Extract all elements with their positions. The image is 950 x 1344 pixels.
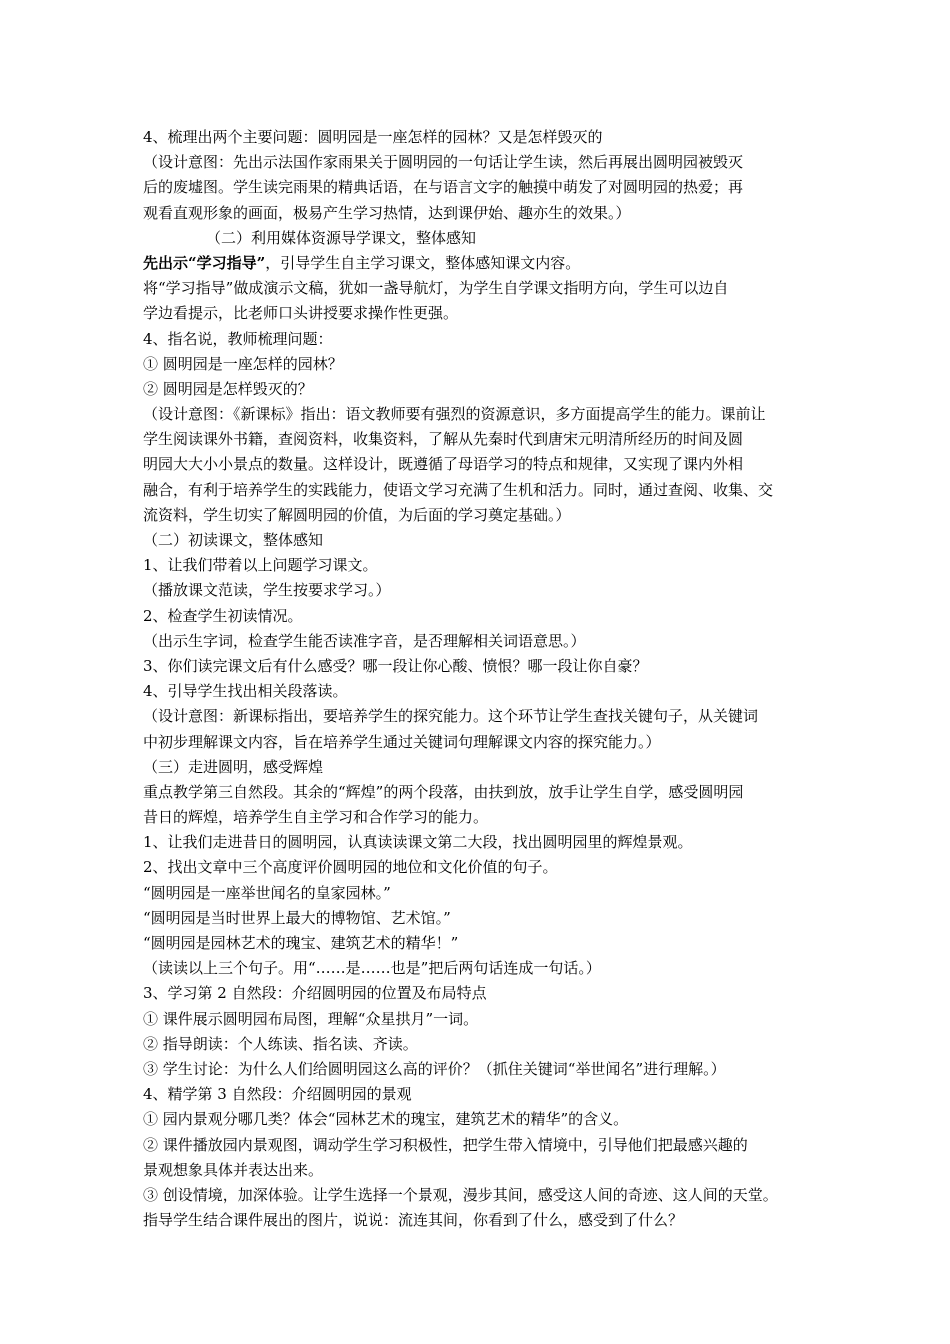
text-line-16: 流资料，学生切实了解圆明园的价值，为后面的学习奠定基础。） (143, 505, 571, 524)
text-line-36: ① 课件展示圆明园布局图，理解“众星拱月”一词。 (143, 1009, 479, 1028)
text-line-24: （设计意图：新课标指出，要培养学生的探究能力。这个环节让学生查找关键句子，从关键词 (143, 707, 759, 726)
text-line-23: 4、引导学生找出相关段落读。 (143, 682, 348, 701)
text-line-34: （读读以上三个句子。用“……是……也是”把后两句话连成一句话。） (143, 959, 601, 978)
text-line-28: 昔日的辉煌，培养学生自主学习和合作学习的能力。 (143, 808, 489, 827)
text-line-13: 学生阅读课外书籍，查阅资料，收集资料，了解从先秦时代到唐宋元明清所经历的时间及圆 (143, 430, 744, 449)
text-line-35: 3、学习第 2 自然段：介绍圆明园的位置及布局特点 (143, 984, 487, 1003)
text-line-10: ① 圆明园是一座怎样的园林？ (143, 354, 343, 373)
text-line-2: （设计意图：先出示法国作家雨果关于圆明园的一句话让学生读，然后再展出圆明园被毁灭 (143, 153, 744, 172)
text-line-42: 景观想象具体并表达出来。 (143, 1160, 324, 1179)
text-line-6 (143, 251, 823, 276)
text-line-29: 1、让我们走进昔日的圆明园，认真读读课文第二大段，找出圆明园里的辉煌景观。 (143, 833, 693, 852)
text-line-3: 后的废墟图。学生读完雨果的精典话语，在与语言文字的触摸中萌发了对圆明园的热爱；再 (143, 178, 744, 197)
text-line-7: 将“学习指导”做成演示文稿，犹如一盏导航灯，为学生自学课文指明方向，学生可以边自 (143, 279, 729, 298)
text-line-15: 融合，有利于培养学生的实践能力，使语文学习充满了生机和活力。同时，通过查阅、收集、交 (143, 480, 774, 499)
section-heading-first-reading: （二）初读课文，整体感知 (143, 531, 324, 549)
text-line-20: 2、检查学生初读情况。 (143, 606, 303, 625)
text-line-38: ③ 学生讨论：为什么人们给圆明园这么高的评价？（抓住关键词“举世闻名”进行理解。） (143, 1059, 726, 1078)
text-line-41: ② 课件播放园内景观图，调动学生学习积极性，把学生带入情境中，引导他们把最感兴趣的 (143, 1135, 748, 1154)
text-line-43: ③ 创设情境，加深体验。让学生选择一个景观，漫步其间，感受这人间的奇迹、这人间的天堂。 (143, 1185, 778, 1204)
text-line-44: 指导学生结合课件展出的图片，说说：流连其间，你看到了什么，感受到了什么？ (143, 1211, 684, 1230)
text-line-37: ② 指导朗读：个人练读、指名读、齐读。 (143, 1034, 418, 1053)
text-line-18: 1、让我们带着以上问题学习课文。 (143, 556, 378, 575)
text-line-1: 4、梳理出两个主要问题：圆明园是一座怎样的园林？又是怎样毁灭的 (143, 128, 603, 146)
text-line-25: 中初步理解课文内容，旨在培养学生通过关键词句理解课文内容的探究能力。） (143, 732, 661, 751)
lead-continuation: ，引导学生自主学习课文，整体感知课文内容。 (265, 253, 581, 272)
text-line-21: （出示生字词，检查学生能否读准字音，是否理解相关词语意思。） (143, 631, 586, 650)
quote-line-1: “圆明园是一座举世闻名的皇家园林。” (143, 883, 391, 902)
text-line-12: （设计意图：《新课标》指出：语文教师要有强烈的资源意识，多方面提高学生的能力。课前让 (143, 405, 766, 424)
text-line-9: 4、指名说，教师梳理问题： (143, 329, 333, 348)
quote-line-3: “圆明园是园林艺术的瑰宝、建筑艺术的精华！” (143, 934, 459, 952)
text-line-19: （播放课文范读，学生按要求学习。） (143, 581, 391, 600)
text-line-11: ② 圆明园是怎样毁灭的？ (143, 379, 313, 398)
text-line-39: 4、精学第 3 自然段：介绍圆明园的景观 (143, 1085, 412, 1104)
text-line-27: 重点教学第三自然段。其余的“辉煌”的两个段落，由扶到放，放手让学生自学，感受圆明园 (143, 782, 744, 801)
text-line-4: 观看直观形象的画面，极易产生学习热情，达到课伊始、趣亦生的效果。） (143, 203, 631, 222)
section-heading-media: （二）利用媒体资源导学课文，整体感知 (206, 228, 477, 247)
text-line-40: ① 园内景观分哪几类？体会“园林艺术的瑰宝，建筑艺术的精华”的含义。 (143, 1110, 629, 1129)
document-page (143, 125, 823, 1233)
text-line-22: 3、你们读完课文后有什么感受？哪一段让你心酸、愤恨？哪一段让你自豪？ (143, 656, 648, 675)
bold-lead-text: 先出示“学习指导” (143, 253, 266, 272)
quote-line-2: “圆明园是当时世界上最大的博物馆、艺术馆。” (143, 908, 451, 927)
text-line-8: 学边看提示，比老师口头讲授要求操作性更强。 (143, 304, 459, 323)
section-heading-glory: （三）走进圆明，感受辉煌 (143, 757, 324, 776)
text-line-14: 明园大大小小景点的数量。这样设计，既遵循了母语学习的特点和规律，又实现了课内外相 (143, 455, 744, 474)
text-line-30: 2、找出文章中三个高度评价圆明园的地位和文化价值的句子。 (143, 858, 558, 877)
